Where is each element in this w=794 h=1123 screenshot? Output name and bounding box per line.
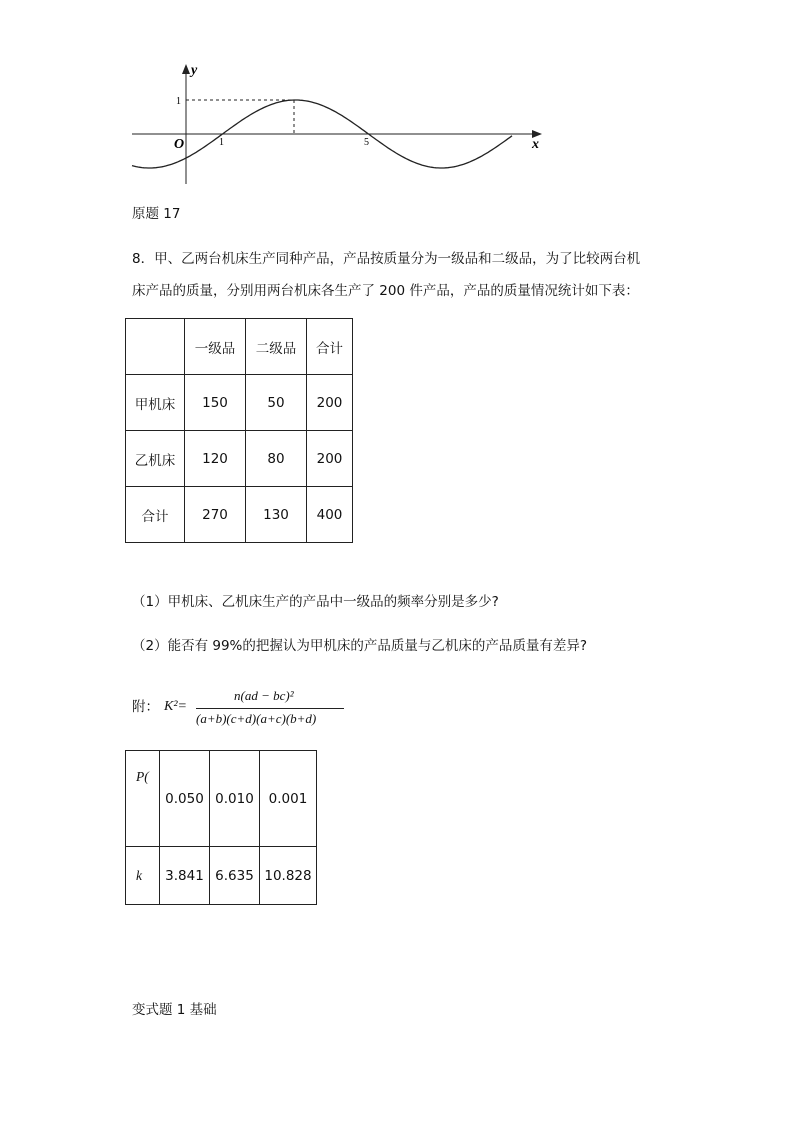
table-header-row <box>126 319 353 375</box>
row-label: 乙机床 <box>126 431 185 487</box>
question-2: （2）能否有 99%的把握认为甲机床的产品质量与乙机床的产品质量有差异? <box>132 638 588 654</box>
table-cell: 400 <box>307 487 353 543</box>
table-cell: 0.010 <box>210 751 260 847</box>
table-cell: 200 <box>307 375 353 431</box>
header-cell: 一级品 <box>185 319 246 375</box>
table-row <box>126 375 353 431</box>
formula-denominator: (a+b)(c+d)(a+c)(b+d) <box>196 711 317 726</box>
y-tick-1: 1 <box>176 96 181 107</box>
table-row <box>126 431 353 487</box>
x-tick-1: 1 <box>219 137 224 148</box>
table-cell: 0.050 <box>160 751 210 847</box>
row-label-p: P( <box>126 751 160 847</box>
table-cell: 130 <box>246 487 307 543</box>
origin-label: O <box>174 137 185 152</box>
table-cell: 10.828 <box>260 847 317 905</box>
caption: 原题 17 <box>132 206 181 222</box>
table-cell: 80 <box>246 431 307 487</box>
table-cell: 120 <box>185 431 246 487</box>
row-label: 甲机床 <box>126 375 185 431</box>
formula-prefix: 附： <box>132 699 159 715</box>
row-label-k: k <box>126 847 160 905</box>
formula-lhs: K²= <box>164 699 187 714</box>
table-row <box>126 847 317 905</box>
y-axis-label: y <box>191 63 198 78</box>
y-axis-arrow <box>182 64 190 74</box>
quality-table <box>125 318 353 543</box>
header-cell: 二级品 <box>246 319 307 375</box>
problem-line-2: 床产品的质量，分别用两台机床各生产了 200 件产品，产品的质量情况统计如下表： <box>132 283 639 299</box>
question-1: （1）甲机床、乙机床生产的产品中一级品的频率分别是多少? <box>132 594 499 610</box>
critical-value-table <box>125 750 317 905</box>
x-tick-5: 5 <box>364 137 369 148</box>
table-cell: 200 <box>307 431 353 487</box>
table-cell: 150 <box>185 375 246 431</box>
chi-square-formula <box>132 688 362 732</box>
table-row <box>126 487 353 543</box>
formula-numerator: n(ad − bc)² <box>234 688 294 703</box>
table-cell: 50 <box>246 375 307 431</box>
table-row <box>126 751 317 847</box>
table-cell: 3.841 <box>160 847 210 905</box>
row-label: 合计 <box>126 487 185 543</box>
sine-graph <box>128 58 548 188</box>
table-cell: 0.001 <box>260 751 317 847</box>
table-cell: 6.635 <box>210 847 260 905</box>
footer-heading: 变式题 1 基础 <box>132 1002 217 1018</box>
table-cell: 270 <box>185 487 246 543</box>
header-cell: 合计 <box>307 319 353 375</box>
header-cell <box>126 319 185 375</box>
x-axis-label: x <box>532 137 539 152</box>
problem-line-1: 8．甲、乙两台机床生产同种产品，产品按质量分为一级品和二级品，为了比较两台机 <box>132 251 641 267</box>
